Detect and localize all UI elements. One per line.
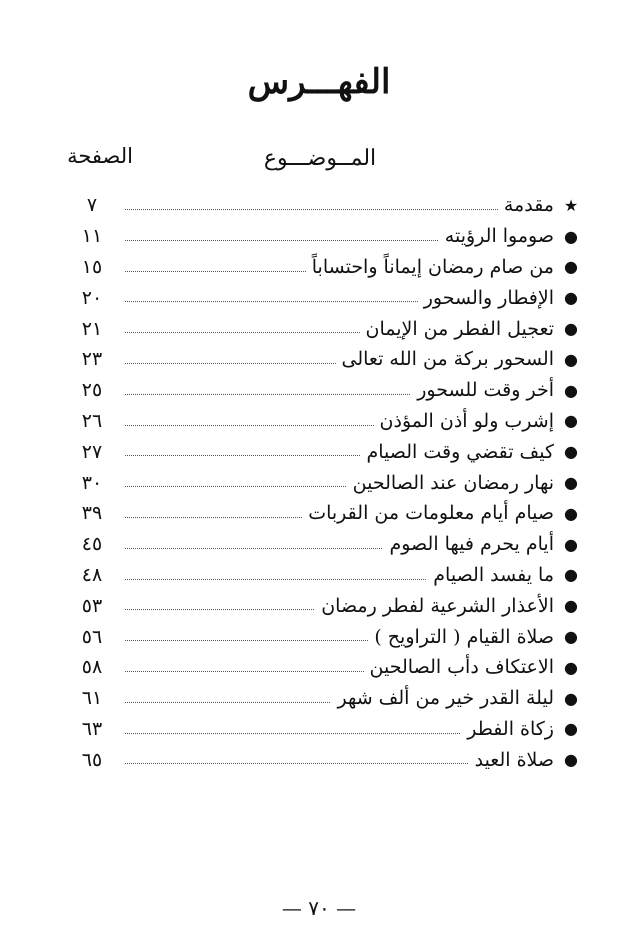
toc-page-number: ٢٧ [81, 440, 103, 463]
toc-subject: ما يفسد الصيام [427, 564, 554, 586]
toc-subject: صلاة القيام ( التراويح ) [368, 626, 554, 648]
toc-row [60, 621, 580, 652]
toc-subject: أيام يحرم فيها الصوم [383, 533, 554, 555]
toc-subject: صوموا الرؤيته [439, 225, 554, 247]
toc-page-number: ١١ [81, 225, 103, 248]
toc-page-number: ٧ [86, 194, 98, 217]
toc-row [60, 406, 580, 437]
toc-row [60, 529, 580, 560]
bullet-icon: ● [564, 534, 578, 554]
bullet-icon: ● [564, 257, 578, 277]
toc-row [60, 683, 580, 714]
toc-page-number: ٢٥ [81, 379, 103, 402]
toc-page-number: ٥٨ [81, 656, 103, 679]
toc-row [60, 375, 580, 406]
toc-page-number: ٣٠ [81, 471, 103, 494]
bullet-icon: ● [564, 565, 578, 585]
toc-page-number: ١٥ [81, 255, 103, 278]
toc-row [60, 590, 580, 621]
bullet-icon: ● [564, 503, 578, 523]
bullet-icon: ● [564, 596, 578, 616]
toc-page-number: ٥٦ [81, 625, 103, 648]
star-icon: ★ [563, 195, 579, 215]
bullet-icon: ● [564, 380, 578, 400]
bullet-icon: ● [564, 411, 578, 431]
toc-row [60, 498, 580, 529]
toc-row [60, 652, 580, 683]
toc-subject: مقدمة [498, 194, 554, 216]
toc-page-number: ٢١ [81, 317, 103, 340]
table-of-contents [60, 190, 580, 775]
bullet-icon: ● [564, 657, 578, 677]
toc-page-number: ٤٥ [81, 533, 103, 556]
toc-subject: تعجيل الفطر من الإيمان [360, 318, 554, 340]
toc-subject: نهار رمضان عند الصالحين [347, 472, 554, 494]
toc-page-number: ٣٩ [81, 502, 103, 525]
toc-row [60, 436, 580, 467]
toc-row [60, 190, 580, 221]
toc-row [60, 344, 580, 375]
dot-leader [125, 209, 554, 210]
toc-page-number: ٦٣ [81, 717, 103, 740]
toc-subject: ليلة القدر خير من ألف شهر [331, 687, 554, 709]
toc-subject: كيف تقضي وقت الصيام [360, 441, 554, 463]
toc-subject: الاعتكاف دأب الصالحين [364, 656, 554, 678]
toc-subject: الإفطار والسحور [418, 287, 554, 309]
page-number-footer: — ٧٠ — [281, 896, 357, 920]
toc-subject: صلاة العيد [469, 749, 554, 771]
toc-subject: من صام رمضان إيماناً واحتساباً [306, 256, 554, 278]
toc-row [60, 744, 580, 775]
toc-subject: أخر وقت للسحور [411, 379, 554, 401]
toc-page-number: ٢٠ [81, 286, 103, 309]
toc-subject: إشرب ولو أذن المؤذن [374, 410, 554, 432]
toc-row [60, 467, 580, 498]
toc-subject: صيام أيام معلومات من القربات [302, 502, 554, 524]
toc-row [60, 560, 580, 591]
toc-row [60, 714, 580, 745]
toc-page-number: ٥٣ [81, 594, 103, 617]
toc-subject: زكاة الفطر [461, 718, 554, 740]
bullet-icon: ● [564, 473, 578, 493]
bullet-icon: ● [564, 688, 578, 708]
bullet-icon: ● [564, 719, 578, 739]
page-column-header: الصفحة [67, 144, 133, 168]
toc-row [60, 313, 580, 344]
toc-page-number: ٦١ [81, 687, 103, 710]
toc-page-number: ٤٨ [81, 563, 103, 586]
toc-row [60, 252, 580, 283]
toc-subject: السحور بركة من الله تعالى [336, 348, 555, 370]
toc-subject: الأعذار الشرعية لفطر رمضان [315, 595, 554, 617]
toc-row [60, 282, 580, 313]
toc-page-number: ٢٦ [81, 409, 103, 432]
bullet-icon: ● [564, 288, 578, 308]
bullet-icon: ● [564, 750, 578, 770]
bullet-icon: ● [564, 319, 578, 339]
toc-page-number: ٢٣ [81, 348, 103, 371]
subject-column-header: المــوضـــوع [263, 146, 377, 171]
bullet-icon: ● [564, 349, 578, 369]
page-title: الفهـــرس [247, 62, 391, 102]
toc-page-number: ٦٥ [81, 748, 103, 771]
bullet-icon: ● [564, 226, 578, 246]
toc-row [60, 221, 580, 252]
bullet-icon: ● [564, 627, 578, 647]
bullet-icon: ● [564, 442, 578, 462]
